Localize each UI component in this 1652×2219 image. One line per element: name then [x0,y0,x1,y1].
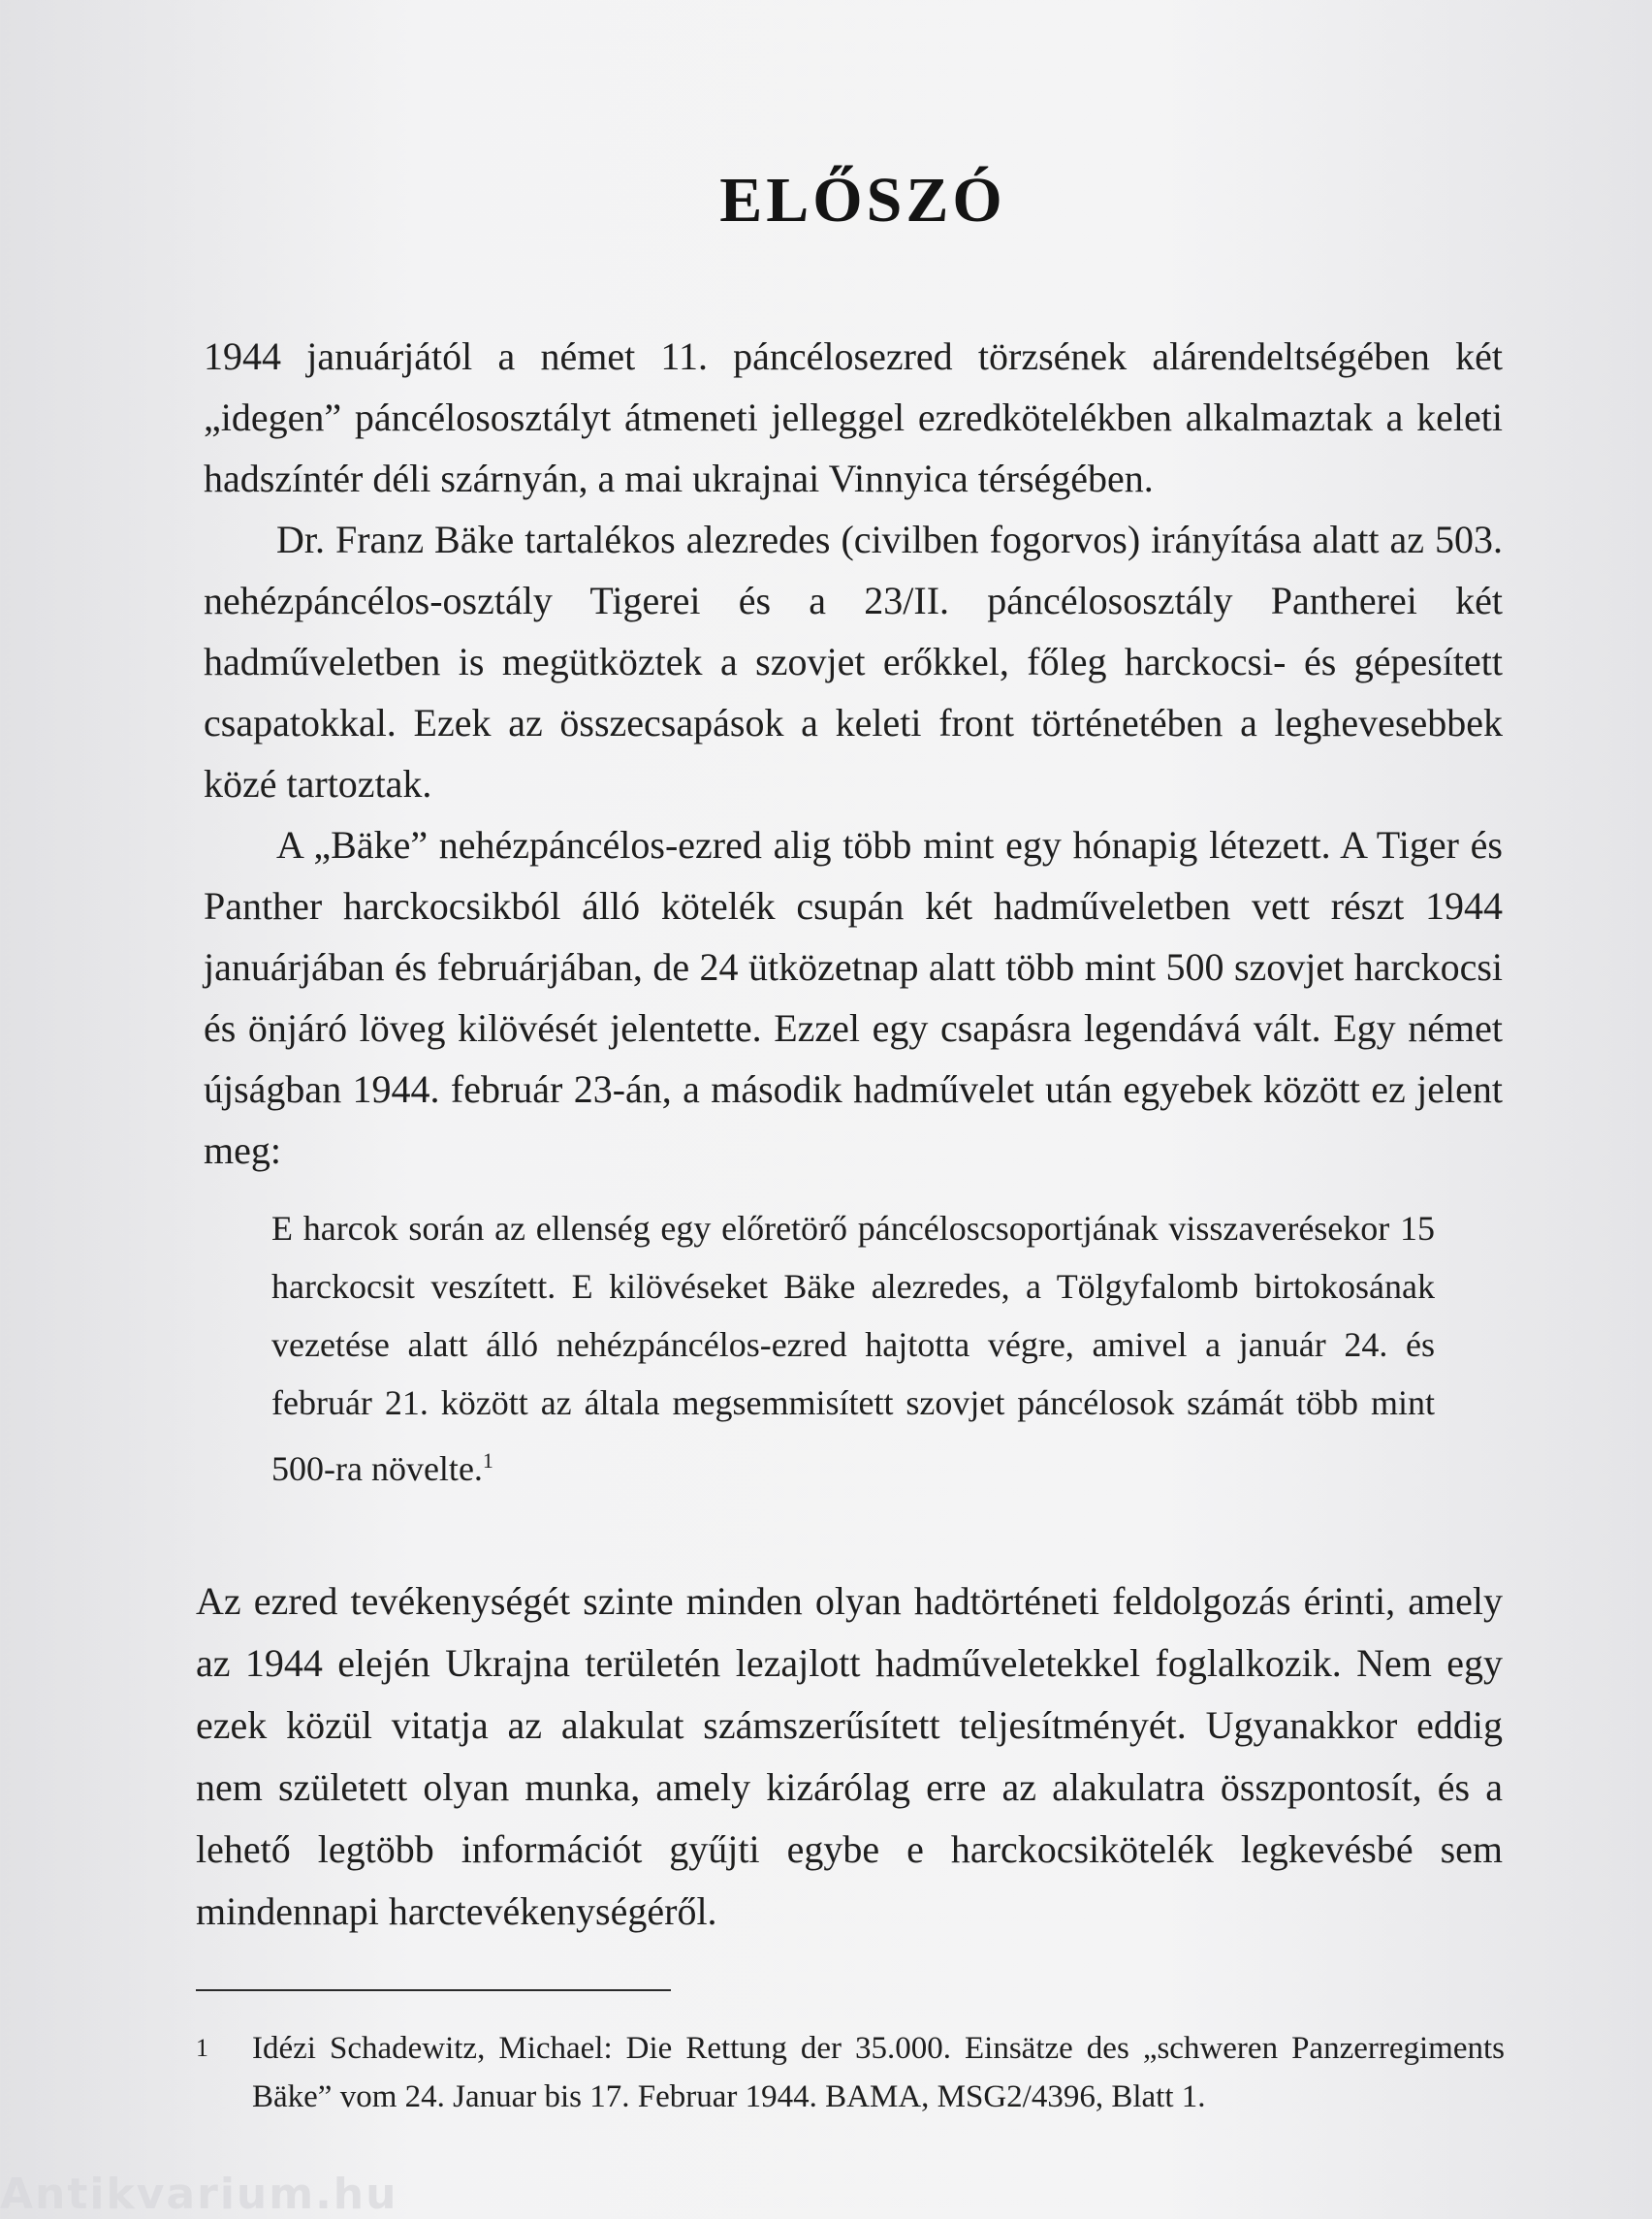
footnote-text: Idézi Schadewitz, Michael: Die Rettung der 35.000. Einsätze des „schweren Panzerregiments Bäke” vom 24. Januar bis 17. Februar 1944. BAMA, MSG2/4396, Blatt 1. [252,2031,1505,2114]
intro-text [204,326,1503,1181]
block-quote [271,1199,1435,1498]
footnote-number: 1 [196,2034,208,2062]
footnote [196,2024,1505,2121]
page-title: ELŐSZÓ [719,165,1006,237]
footnote-divider [196,1989,671,1991]
quote-text: E harcok során az ellenség egy előretörő páncéloscsoportjának visszaverésekor 15 harckocsit veszített. E kilövéseket Bäke alezredes, a Tölgyfalomb birtokosának vezetése alatt álló nehézpáncélos-ezred hajtotta végre, amivel a január 24. és február 21. között az általa megsemmisített szovjet páncélosok számát több mint 500-ra növelte. [271,1209,1435,1488]
closing-paragraph: Az ezred tevékenységét szinte minden olyan hadtörténeti feldolgozás érinti, amely az 1944 elején Ukrajna területén lezajlott hadműveletekkel foglalkozik. Nem egy ezek közül vitatja az alakulat számszerűsített teljesítményét. Ugyanakkor eddig nem született olyan munka, amely kizárólag erre az alakulatra összpontosít, és a lehető legtöbb információt gyűjti egybe e harckocsikötelék legkevésbé sem mindennapi harctevékenységéről. [196,1579,1503,1933]
paragraph-1: 1944 januárjától a német 11. páncélosezred törzsének alárendeltségében két „idegen” páncélososztályt átmeneti jelleggel ezredkötelékben alkalmaztak a keleti hadszíntér déli szárnyán, a mai ukrajnai Vinnyica térségében. [204,334,1503,500]
paragraph-2: Dr. Franz Bäke tartalékos alezredes (civilben fogorvos) irányítása alatt az 503. nehézpáncélos-osztály Tigerei és a 23/II. páncélososztály Pantherei két hadműveletben is megütköztek a szovjet erőkkel, főleg harckocsi- és gépesített csapatokkal. Ezek az összecsapások a keleti front történetében a leghevesebbek közé tartoztak. [204,518,1503,806]
watermark: Antikvarium.hu [0,2170,398,2219]
paragraph-3: A „Bäke” nehézpáncélos-ezred alig több mint egy hónapig létezett. A Tiger és Panther harckocsikból álló kötelék csupán két hadműveletben vett részt 1944 januárjában és februárjában, de 24 ütközetnap alatt több mint 500 szovjet harckocsi és önjáró löveg kilövését jelentette. Ezzel egy csapásra legendává vált. Egy német újságban 1944. február 23-án, a második hadművelet után egyebek között ez jelent meg: [204,823,1503,1172]
footnote-reference: 1 [482,1448,493,1473]
